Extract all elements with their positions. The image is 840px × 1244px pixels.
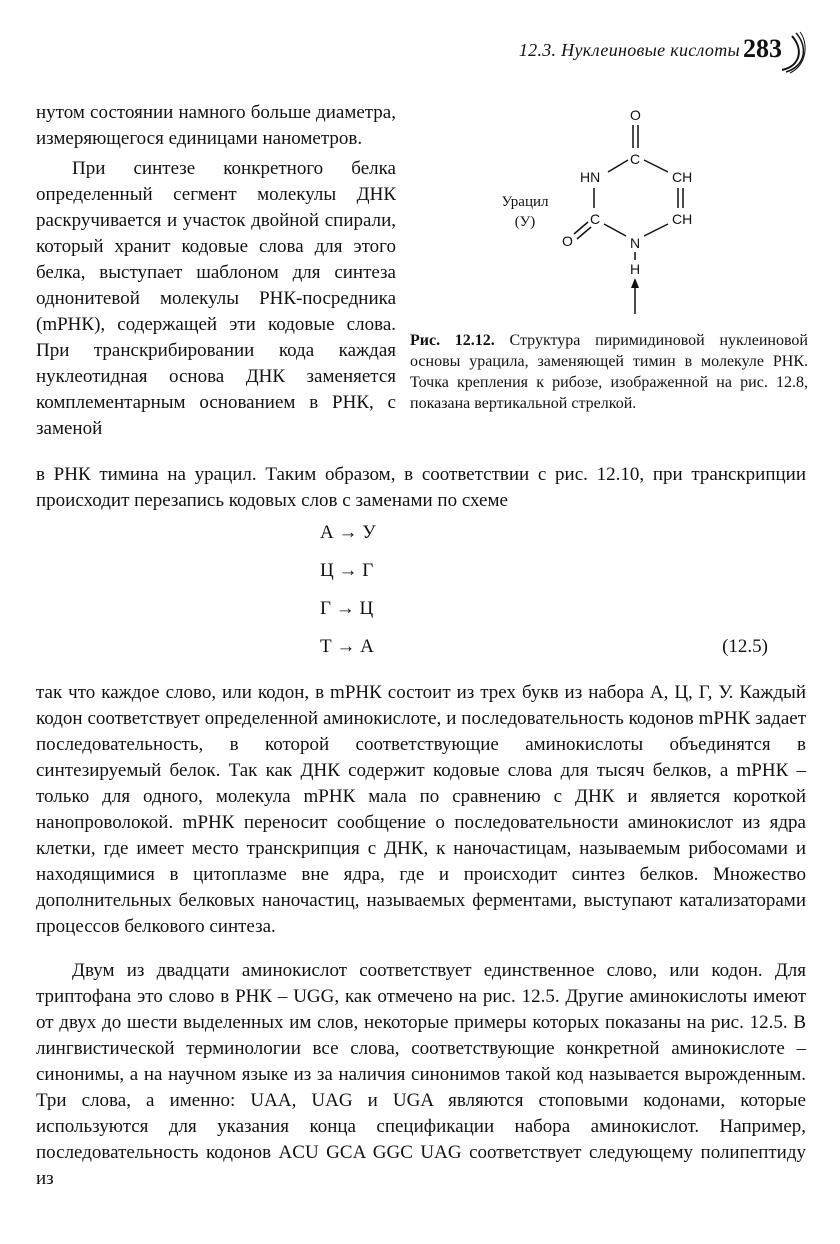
column-paragraph-1: нутом состоянии намного больше диаметра, измеряющегося единицами нанометров. xyxy=(36,102,396,149)
paragraph-continue-text: в РНК тимина на урацил. Таким образом, в соответствии с рис. 12.10, при транскрипции происходит перезапись кодовых слов с заменами по схеме xyxy=(36,464,806,511)
paragraph-two xyxy=(36,680,806,940)
uracil-structure-diagram xyxy=(560,100,710,320)
bond-n-ch xyxy=(644,224,668,236)
paragraph-two-text: так что каждое слово, или кодон, в mРНК состоит из трех букв из набора А, Ц, Г, У. Каждый кодон соответствует определенной аминокислоте, и последовательность кодонов mРНК задает последовательность, в которой соответствующие аминокислоты объединятся в синтезируемый белок. Так как ДНК содержит кодовые слова для тысяч белков, а mРНК – только для одного, молекула mРНК мала по сравнению с ДНК и является короткой нанопроволокой. mРНК переносит сообщение о последовательности аминокислот из ядра клетки, где имеет место транскрипция с ДНК, к наночастицам, называемым рибосомами и находящимися в цитоплазме вне ядра, где и происходит синтез белков. Множество дополнительных белковых наночастиц, называемых ферментами, выступают катализаторами процессов белкового синтеза. xyxy=(36,682,806,937)
column-text xyxy=(36,100,396,442)
atom-n-bottom: N xyxy=(630,235,641,251)
bond-hn-c xyxy=(608,160,628,172)
paragraph-three xyxy=(36,958,806,1192)
scheme-row: Т → А xyxy=(320,636,374,657)
attachment-arrow-icon xyxy=(631,278,639,288)
atom-o-bottom: O xyxy=(562,233,573,249)
atom-c-left: C xyxy=(590,211,601,227)
scheme-row: А → У xyxy=(320,522,376,543)
figure-label-name: Урацил xyxy=(501,194,549,210)
figure-label xyxy=(490,192,560,232)
figure-label-abbr: (У) xyxy=(514,214,536,230)
bond-c-n xyxy=(604,224,626,236)
equation-number: (12.5) xyxy=(722,636,768,657)
page-number: 283 xyxy=(743,34,782,63)
caption-lead: Рис. 12.12. xyxy=(410,332,495,349)
atom-hn: HN xyxy=(580,169,601,185)
atom-h-bottom: H xyxy=(630,261,641,277)
figure-caption xyxy=(410,330,808,414)
atom-ch-top: CH xyxy=(672,169,693,185)
scheme-row: Г → Ц xyxy=(320,598,374,619)
paragraph-continuation xyxy=(36,462,806,514)
scheme-row: Ц → Г xyxy=(320,560,374,581)
atom-o-top: O xyxy=(630,107,641,123)
paragraph-three-text: Двум из двадцати аминокислот соответствует единственное слово, или кодон. Для триптофана это слово в РНК – UGG, как отмечено на рис. 12.5. Другие аминокислоты имеют от двух до шести выделенных им слов, некоторые примеры которых показаны на рис. 12.5. В лингвистической терминологии все слова, соответствующие конкретной аминокислоте – синонимы, а на научном языке из за наличия синонимов такой код называется вырожденным. Три слова, а именно: UAA, UAG и UGA являются стоповыми кодонами, которые используются для указания конца спецификации набора аминокислот. Например, последовательность кодонов ACU GCA GGC UAG соответствует следующему полипептиду из xyxy=(36,960,806,1189)
page-corner-swirl-icon xyxy=(778,30,808,74)
bond-c-ch xyxy=(644,160,668,172)
column-paragraph-2: При синтезе конкретного белка определенный сегмент молекулы ДНК раскручивается и участок двойной спирали, который хранит кодовые слова для этого белка, выступает шаблоном для синтеза однонитевой молекулы РНК-посредника (mРНК), содержащей эти кодовые слова. При транскрибировании кода каждая нуклеотидная основа ДНК заменяется комплементарным основанием в РНК, с заменой xyxy=(36,158,396,439)
atom-ch-bottom: CH xyxy=(672,211,693,227)
running-head: 12.3. Нуклеиновые кислоты xyxy=(518,40,740,60)
atom-c-top: C xyxy=(630,151,641,167)
caption-text: Структура пиримидиновой нуклеиновой основы урацила, заменяющей тимин в молекуле РНК. Точка крепления к рибозе, изображенной на рис. 12.8, показана вертикальной стрелкой. xyxy=(410,332,808,412)
